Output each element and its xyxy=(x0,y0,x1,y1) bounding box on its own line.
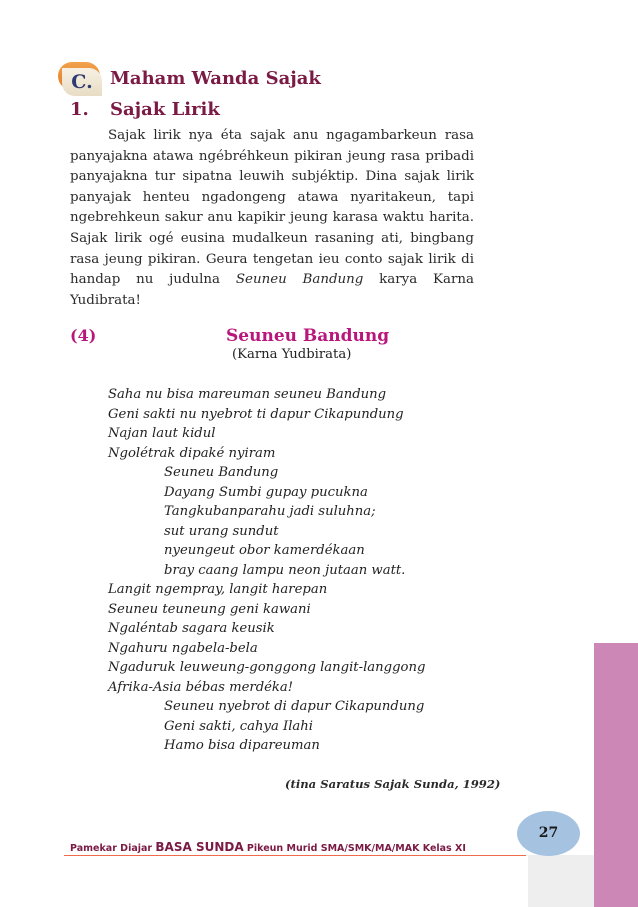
poem-line: Tangkubanparahu jadi suluhna; xyxy=(164,504,376,519)
footer-book-title: BASA SUNDA xyxy=(155,840,244,854)
poem-line: Saha nu bisa mareuman seuneu Bandung xyxy=(108,387,387,402)
intro-paragraph xyxy=(70,126,474,311)
poem-line: bray caang lampu neon jutaan watt. xyxy=(164,562,406,578)
intro-text-after: karya Karna Yudibrata! xyxy=(70,272,474,308)
subsection-number: 1. xyxy=(70,99,89,120)
poem-line: Afrika-Asia bébas merdéka! xyxy=(108,679,294,695)
intro-poem-title: Seuneu Bandung xyxy=(235,272,364,288)
intro-text-before: Sajak lirik nya éta sajak anu ngagambarkeun rasa panyajakna atawa ngébréhkeun pikiran jeung rasa pribadi panyajakna tur sipatna leuwih subjéktip. Dina sajak lirik panyajak henteu ngadongeng atawa nyaritakeun, tapi ngebrehkeun sakur anu kapikir jeung karasa waktu harita. Sajak lirik ogé eusina mudalkeun rasaning ati, bingbang rasa jeung pikiran. Geura tengetan ieu conto sajak lirik di handap nu judulna xyxy=(70,128,474,288)
poem-line: Hamo bisa dipareuman xyxy=(164,738,320,753)
poem-line: Ngahuru ngabela-bela xyxy=(108,640,258,656)
footer-suffix: Pikeun Murid SMA/SMK/MA/MAK Kelas XI xyxy=(243,843,466,854)
poem-line: Langit ngempray, langit harepan xyxy=(108,582,328,597)
poem-line: Geni sakti nu nyebrot ti dapur Cikapundung xyxy=(108,406,404,422)
subsection-title: Sajak Lirik xyxy=(110,99,220,120)
poem-title: Seuneu Bandung xyxy=(226,326,390,346)
poem-line: Ngolétrak dipaké nyiram xyxy=(108,445,276,461)
poem-line: sut urang sundut xyxy=(164,523,279,539)
poem-line: Geni sakti, cahya Ilahi xyxy=(164,718,314,734)
corner-decor-block xyxy=(528,855,594,907)
section-badge: C. xyxy=(62,68,102,96)
poem-number: (4) xyxy=(70,326,97,345)
footer-rule xyxy=(64,855,526,856)
poem-author: (Karna Yudbirata) xyxy=(232,347,352,362)
page-number: 27 xyxy=(517,811,580,856)
footer-prefix: Pamekar Diajar xyxy=(70,843,156,854)
poem-line: Seuneu Bandung xyxy=(164,465,279,480)
poem-line: Dayang Sumbi gupay pucukna xyxy=(164,484,368,500)
poem-line: Seuneu nyebrot di dapur Cikapundung xyxy=(164,699,425,714)
footer xyxy=(70,840,466,854)
section-title: Maham Wanda Sajak xyxy=(110,68,321,89)
side-decor-bar xyxy=(594,643,638,907)
poem-line: nyeungeut obor kamerdékaan xyxy=(164,543,365,558)
poem-line: Seuneu teuneung geni kawani xyxy=(108,601,311,617)
poem-citation: (tina Saratus Sajak Sunda, 1992) xyxy=(285,777,501,791)
poem-line: Ngaduruk leuweung-gonggong langit-langgong xyxy=(108,660,426,675)
poem-line: Ngaléntab sagara keusik xyxy=(108,621,275,636)
poem-line: Najan laut kidul xyxy=(108,426,216,441)
